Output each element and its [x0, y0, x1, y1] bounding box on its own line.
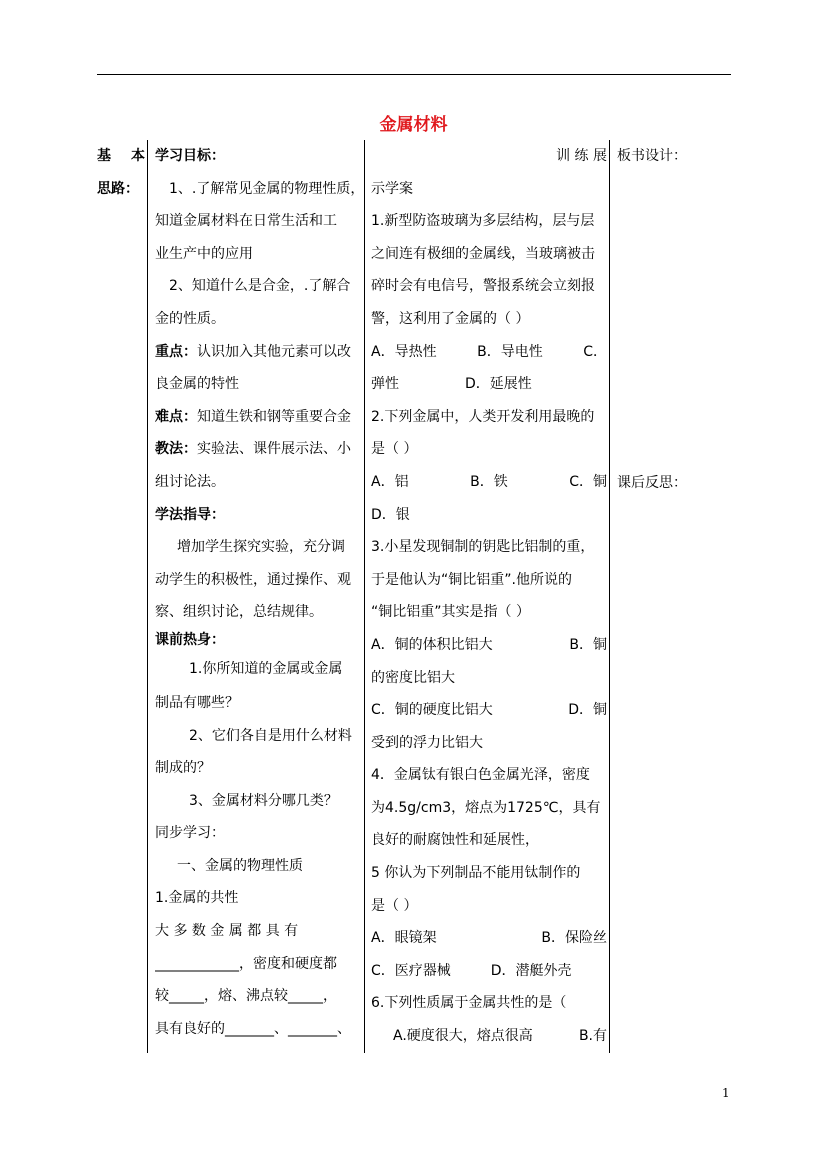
question-2-cont: 是（ ）	[371, 441, 418, 458]
basic-approach-column	[97, 140, 145, 205]
study-guide-heading: 学法指导：	[155, 506, 225, 523]
question-6-options: A.硬度很大，熔点很高 B.有	[393, 1028, 607, 1045]
approach-label: 思路：	[97, 180, 139, 197]
question-1-options: A．导热性 B．导电性 C．	[371, 343, 607, 360]
question-5-cont: 是（ ）	[371, 897, 418, 914]
objective-1: 1、.了解常见金属的物理性质，	[169, 180, 365, 197]
warmup-heading: 课前热身：	[155, 631, 225, 648]
fill-blank-line: ____________，密度和硬度都	[155, 955, 337, 972]
question-1-cont: 碎时会有电信号，警报系统会立刻报	[371, 278, 595, 295]
question-5-options: C．医疗器械 D．潜艇外壳	[371, 962, 572, 979]
objective-2: 2、知道什么是合金，.了解合	[169, 278, 351, 295]
question-3-options: A．铜的体积比铝大 B．铜	[371, 636, 607, 653]
practice-heading: 训 练 展	[556, 148, 607, 164]
practice-heading-cont: 示学案	[371, 180, 413, 197]
difficulty: 难点：知道生铁和钢等重要合金	[155, 408, 351, 425]
header-rule	[97, 74, 731, 75]
question-5: 5 你认为下列制品不能用钛制作的	[371, 865, 581, 882]
fill-blank-line: 较_____，熔、沸点较_____，	[155, 988, 337, 1005]
question-6: 6.下列性质属于金属共性的是（	[371, 995, 567, 1012]
learning-column	[155, 140, 365, 1045]
warmup-question-2-cont: 制成的？	[155, 760, 211, 777]
fill-blank-line: 具有良好的_______、_______、	[155, 1020, 351, 1037]
question-2-options-cont: D．银	[371, 506, 410, 523]
document-title: 金属材料	[379, 115, 448, 135]
warmup-question-3: 3、金属材料分哪几类？	[189, 792, 338, 809]
question-4-cont: 为4.5g/cm3，熔点为1725℃，具有	[371, 799, 601, 816]
practice-column	[371, 140, 607, 1053]
question-1-options-cont: 弹性 D．延展性	[371, 376, 532, 393]
warmup-question-1: 1.你所知道的金属或金属	[189, 660, 343, 677]
study-guide-text: 察、组织讨论，总结规律。	[155, 604, 323, 621]
section-heading: 一、金属的物理性质	[177, 857, 303, 874]
question-3-options: C．铜的硬度比铝大 D．铜	[371, 702, 607, 719]
question-2-options: A．铝 B．铁 C．铜	[371, 473, 607, 490]
question-3-cont: 于是他认为“铜比铝重”.他所说的	[371, 571, 572, 588]
table-divider-3	[609, 140, 610, 1053]
objectives-heading: 学习目标：	[155, 148, 225, 164]
teaching-method-cont: 组讨论法。	[155, 473, 225, 490]
subsection-heading: 1.金属的共性	[155, 890, 239, 907]
page-number: 1	[722, 1086, 730, 1100]
question-3-cont: “铜比铝重”其实是指（ ）	[371, 604, 530, 621]
question-2: 2.下列金属中，人类开发利用最晚的	[371, 408, 595, 425]
notes-column	[617, 140, 737, 499]
warmup-question-2: 2、它们各自是用什么材料	[189, 727, 352, 744]
fill-blank-line: 大 多 数 金 属 都 具 有	[155, 923, 299, 940]
sync-heading: 同步学习：	[155, 825, 225, 842]
warmup-question-1-cont: 制品有哪些？	[155, 694, 239, 711]
question-1-cont: 警，这利用了金属的（ ）	[371, 310, 530, 327]
question-1: 1.新型防盗玻璃为多层结构，层与层	[371, 213, 595, 230]
study-guide-text: 增加学生探究实验，充分调	[177, 539, 345, 556]
question-4-cont: 良好的耐腐蚀性和延展性，	[371, 832, 539, 849]
key-point-cont: 良金属的特性	[155, 376, 239, 393]
question-3-options-cont: 的密度比铝大	[371, 669, 455, 686]
board-design-label: 板书设计：	[617, 148, 687, 164]
table-divider-1	[147, 140, 148, 1053]
question-3: 3.小星发现铜制的钥匙比铝制的重，	[371, 539, 595, 556]
objective-1-cont: 知道金属材料在日常生活和工	[155, 213, 337, 230]
question-5-options: A．眼镜架 B．保险丝	[371, 930, 607, 947]
question-4: 4．金属钛有银白色金属光泽，密度	[371, 767, 590, 784]
reflection-label: 课后反思：	[617, 474, 687, 491]
basic-label: 基 本	[97, 148, 145, 164]
key-point: 重点：认识加入其他元素可以改	[155, 343, 351, 360]
objective-2-cont: 金的性质。	[155, 310, 225, 327]
question-3-options-cont: 受到的浮力比铝大	[371, 734, 483, 751]
question-1-cont: 之间连有极细的金属线，当玻璃被击	[371, 245, 595, 262]
objective-1-cont: 业生产中的应用	[155, 245, 253, 262]
teaching-method: 教法：实验法、课件展示法、小	[155, 441, 351, 458]
study-guide-text: 动学生的积极性，通过操作、观	[155, 571, 351, 588]
